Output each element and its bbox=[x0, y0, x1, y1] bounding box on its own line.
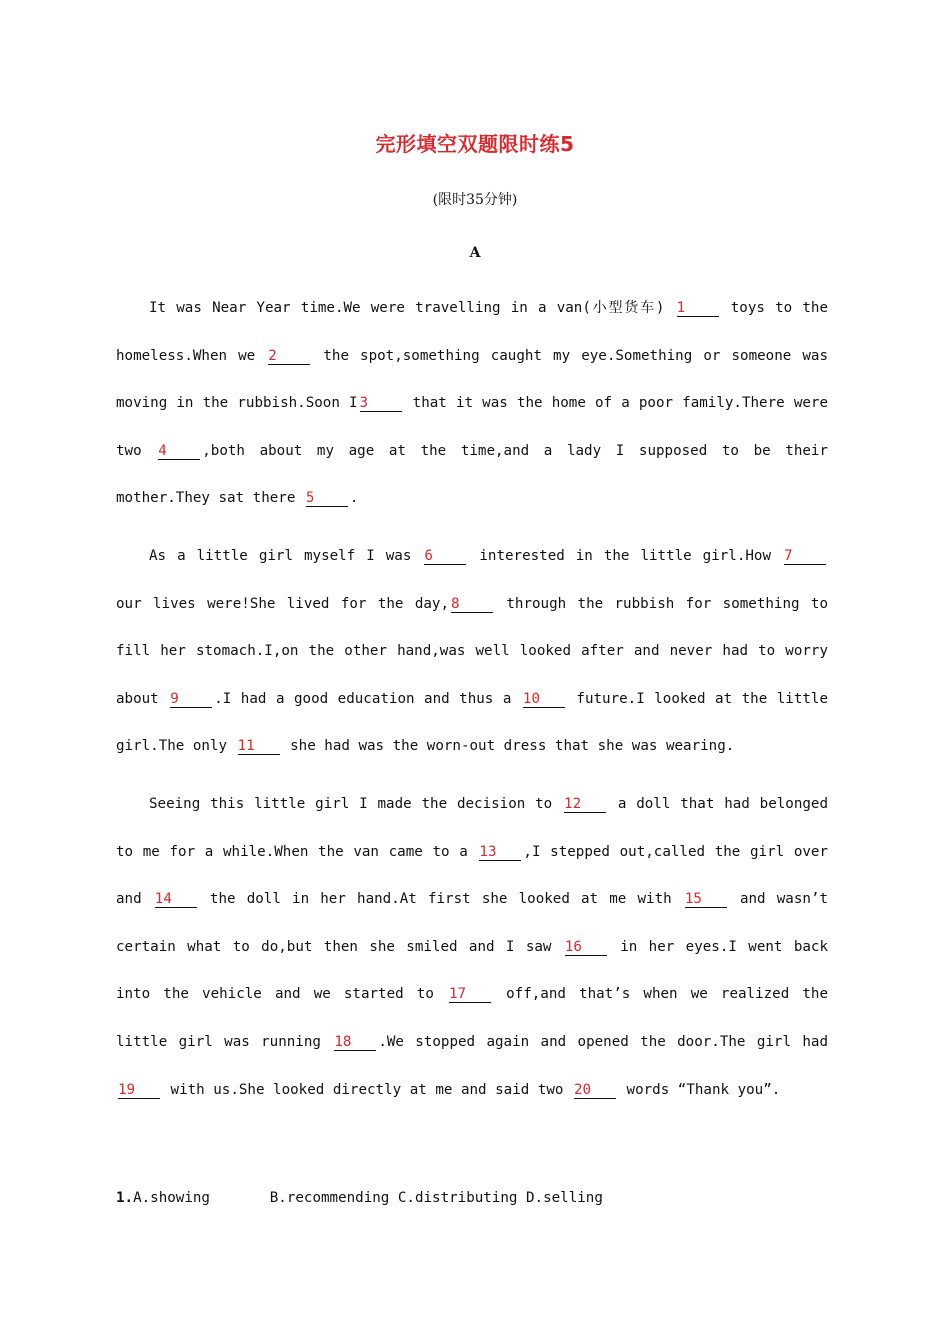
answer-blank-14[interactable] bbox=[155, 891, 197, 908]
blank-number: 18 bbox=[334, 1033, 352, 1050]
passage-text: off,and that’s when we realized the little girl was running bbox=[116, 986, 828, 1050]
passage-text: ,both about my age at the time,and a lady I supposed to be their mother.They sat there bbox=[116, 442, 828, 507]
answer-blank-7[interactable] bbox=[784, 548, 826, 565]
passage-text: that it was the home of a poor family.There were two bbox=[116, 395, 828, 459]
passage-text: the doll in her hand.At first she looked at me with bbox=[198, 891, 683, 908]
blank-number: 19 bbox=[118, 1081, 136, 1098]
answer-blank-17[interactable] bbox=[449, 986, 491, 1003]
passage-text: words “Thank you”. bbox=[618, 1081, 781, 1098]
answer-blank-4[interactable] bbox=[158, 443, 200, 460]
blank-number: 17 bbox=[449, 986, 467, 1003]
blank-number: 1 bbox=[676, 300, 686, 316]
blank-number: 15 bbox=[684, 891, 702, 908]
answer-blank-3[interactable] bbox=[360, 395, 402, 412]
blank-number: 16 bbox=[564, 938, 582, 955]
blank-number: 13 bbox=[479, 843, 497, 860]
answer-blank-10[interactable] bbox=[523, 691, 565, 708]
answer-blank-19[interactable] bbox=[118, 1082, 160, 1099]
blank-number: 6 bbox=[424, 547, 433, 564]
passage-text: toys to the homeless.When we bbox=[116, 300, 828, 364]
answer-blank-18[interactable] bbox=[334, 1034, 376, 1051]
blank-number: 4 bbox=[158, 442, 167, 459]
passage-text: ,I stepped out,called the girl over and bbox=[116, 843, 828, 908]
blank-number: 5 bbox=[305, 490, 315, 507]
answer-blank-6[interactable] bbox=[424, 548, 466, 565]
blank-number: 10 bbox=[522, 690, 541, 707]
passage-paragraph bbox=[116, 781, 828, 1114]
blank-number: 3 bbox=[359, 395, 369, 412]
passage-text: It was Near Year time.We were travelling in a van(小型货车) bbox=[149, 300, 675, 316]
time-limit-note: (限时35分钟) bbox=[432, 192, 518, 208]
section-label: A bbox=[469, 245, 481, 261]
passage-text: and wasn’t certain what to do,but then she smiled and I saw bbox=[116, 891, 828, 955]
page-title: 完形填空双题限时练5 bbox=[375, 132, 575, 156]
answer-blank-11[interactable] bbox=[238, 738, 280, 755]
passage-text: with us.She looked directly at me and said two bbox=[162, 1081, 572, 1098]
answer-blank-15[interactable] bbox=[685, 891, 727, 908]
blank-number: 20 bbox=[574, 1081, 592, 1098]
passage-paragraph bbox=[116, 533, 828, 771]
question-number: 1. bbox=[116, 1190, 134, 1206]
answer-blank-9[interactable] bbox=[170, 691, 212, 708]
answer-blank-12[interactable] bbox=[564, 796, 606, 813]
blank-number: 14 bbox=[154, 891, 172, 908]
blank-number: 8 bbox=[451, 595, 460, 612]
passage-text: Seeing this little girl I made the decision to bbox=[149, 795, 563, 812]
blank-number: 12 bbox=[564, 795, 582, 812]
passage-text: As a little girl myself I was bbox=[149, 547, 423, 564]
answer-blank-2[interactable] bbox=[268, 348, 310, 365]
passage-text: . bbox=[349, 490, 359, 507]
answer-blank-20[interactable] bbox=[574, 1082, 616, 1099]
passage-text: future.I looked at the little girl.The only bbox=[116, 690, 829, 755]
passage-text: the spot,something caught my eye.Something or someone was moving in the rubbish.Soon I bbox=[116, 347, 828, 412]
passage-text: our lives were!She lived for the day, bbox=[116, 595, 449, 612]
passage-text: .I had a good education and thus a bbox=[214, 690, 521, 707]
passage-text: interested in the little girl.How bbox=[468, 547, 782, 564]
passage-text: .We stopped again and opened the door.The girl had bbox=[378, 1033, 828, 1050]
blank-number: 7 bbox=[784, 547, 793, 564]
passage-text: she had was the worn-out dress that she was wearing. bbox=[281, 738, 735, 755]
blank-number: 9 bbox=[170, 690, 179, 707]
passage-text: through the rubbish for something to fill her stomach.I,on the other hand,was well looked after and never had to worry about bbox=[116, 595, 828, 707]
option-list: A.showing B.recommending C.distributing D.selling bbox=[133, 1190, 603, 1206]
answer-blank-8[interactable] bbox=[451, 596, 493, 613]
passage-paragraph bbox=[116, 285, 828, 523]
blank-number: 2 bbox=[268, 347, 277, 364]
answer-blank-13[interactable] bbox=[479, 844, 521, 861]
cloze-passage bbox=[116, 285, 828, 1124]
answer-blank-1[interactable] bbox=[677, 300, 719, 317]
question-options bbox=[116, 1190, 603, 1206]
blank-number: 11 bbox=[237, 738, 255, 755]
answer-blank-5[interactable] bbox=[306, 490, 348, 507]
passage-text: a doll that had belonged to me for a while.When the van came to a bbox=[116, 795, 828, 860]
passage-text: in her eyes.I went back into the vehicle and we started to bbox=[116, 938, 828, 1003]
answer-blank-16[interactable] bbox=[565, 939, 607, 956]
